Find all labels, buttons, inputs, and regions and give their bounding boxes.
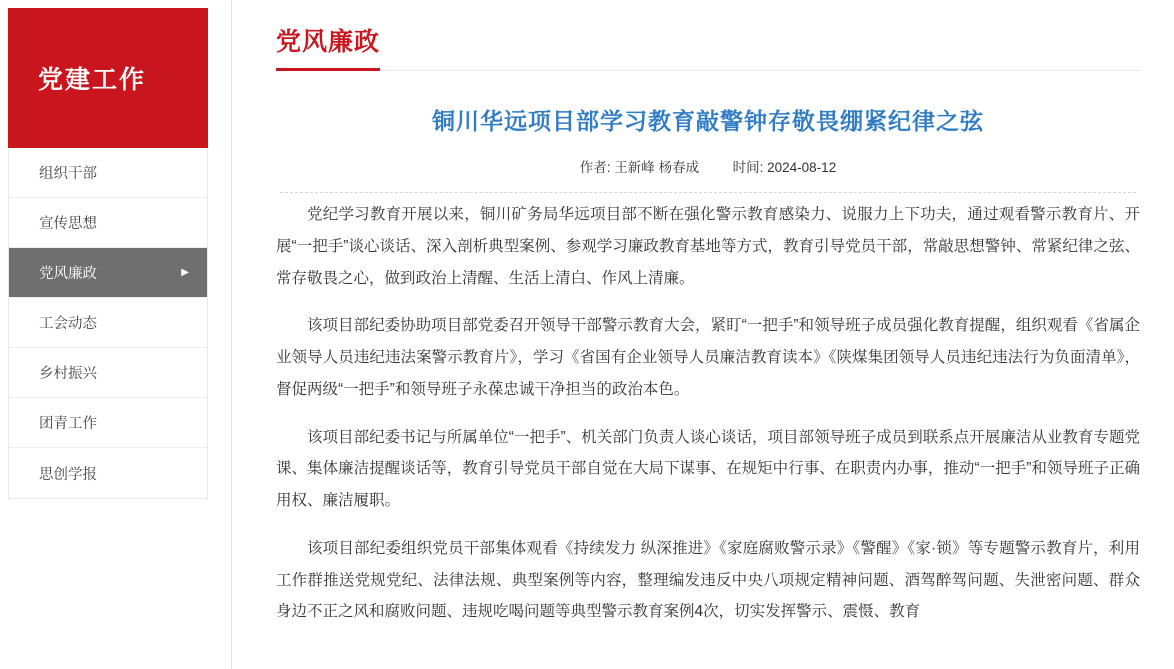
page-title: 党风廉政 — [276, 22, 380, 71]
sidebar-item-tuanqinggongzuo[interactable] — [9, 398, 207, 448]
sidebar — [0, 0, 232, 669]
sidebar-item-zuzhiganbu[interactable] — [9, 148, 207, 198]
sidebar-inner — [8, 8, 208, 499]
sidebar-item-label: 宣传思想 — [39, 216, 97, 232]
time-label: 时间: — [732, 160, 764, 175]
section-header — [276, 0, 1140, 71]
sidebar-header-title: 党建工作 — [38, 66, 147, 94]
sidebar-item-xiangcunzhenxing[interactable] — [9, 348, 207, 398]
sidebar-item-label: 党风廉政 — [39, 266, 97, 282]
meta-divider — [280, 192, 1136, 193]
time-value: 2024-08-12 — [767, 160, 837, 175]
main-content — [232, 0, 1174, 669]
sidebar-item-dangfenglianzheng[interactable] — [9, 248, 207, 298]
sidebar-header — [8, 8, 208, 148]
article-meta — [276, 156, 1140, 176]
article-paragraph: 党纪学习教育开展以来，铜川矿务局华远项目部不断在强化警示教育感染力、说服力上下功夫，通过观看警示教育片、开展“一把手”谈心谈话、深入剖析典型案例、参观学习廉政教育基地等方式，教育引导党员干部，常敲思想警钟、常紧纪律之弦、常存敬畏之心，做到政治上清醒、生活上清白、作风上清廉。 — [276, 206, 1140, 287]
article-paragraph: 该项目部纪委协助项目部党委召开领导干部警示教育大会，紧盯“一把手”和领导班子成员强化教育提醒，组织观看《省属企业领导人员违纪违法案警示教育片》，学习《省国有企业领导人员廉洁教育读本》《陕煤集团领导人员违纪违法行为负面清单》，督促两级“一把手”和领导班子永葆忠诚干净担当的政治本色。 — [276, 317, 1140, 398]
sidebar-item-gonghuidongtai[interactable] — [9, 298, 207, 348]
sidebar-item-sichuangxuebao[interactable] — [9, 448, 207, 498]
sidebar-item-label: 思创学报 — [39, 466, 97, 483]
sidebar-item-label: 组织干部 — [39, 166, 97, 182]
sidebar-nav — [8, 148, 208, 499]
sidebar-item-label: 乡村振兴 — [39, 366, 97, 382]
article-body — [276, 199, 1140, 628]
article-title: 铜川华远项目部学习教育敲警钟存敬畏绷紧纪律之弦 — [432, 108, 984, 134]
sidebar-item-xuanchuansixiang[interactable] — [9, 198, 207, 248]
author-value: 王新峰 杨春成 — [614, 160, 700, 175]
author-label: 作者: — [579, 160, 611, 175]
article-paragraph: 该项目部纪委组织党员干部集体观看《持续发力 纵深推进》《家庭腐败警示录》《警醒》《家·锁》等专题警示教育片，利用工作群推送党规党纪、法律法规、典型案例等内容，整理编发违反中央八项规定精神问题、酒驾醉驾问题、失泄密问题、群众身边不正之风和腐败问题、违规吃喝问题等典型警示教育案例4次，切实发挥警示、震慑、教育 — [276, 539, 1140, 621]
article-paragraph: 该项目部纪委书记与所属单位“一把手”、机关部门负责人谈心谈话，项目部领导班子成员到联系点开展廉洁从业教育专题党课、集体廉洁提醒谈话等，教育引导党员干部自觉在大局下谋事、在规矩中行事、在职责内办事，推动“一把手”和领导班子正确用权、廉洁履职。 — [276, 428, 1140, 510]
sidebar-item-label: 工会动态 — [39, 316, 97, 332]
header-divider — [276, 70, 1140, 71]
sidebar-item-label: 团青工作 — [39, 416, 97, 432]
chevron-right-icon: ▶ — [181, 266, 189, 278]
